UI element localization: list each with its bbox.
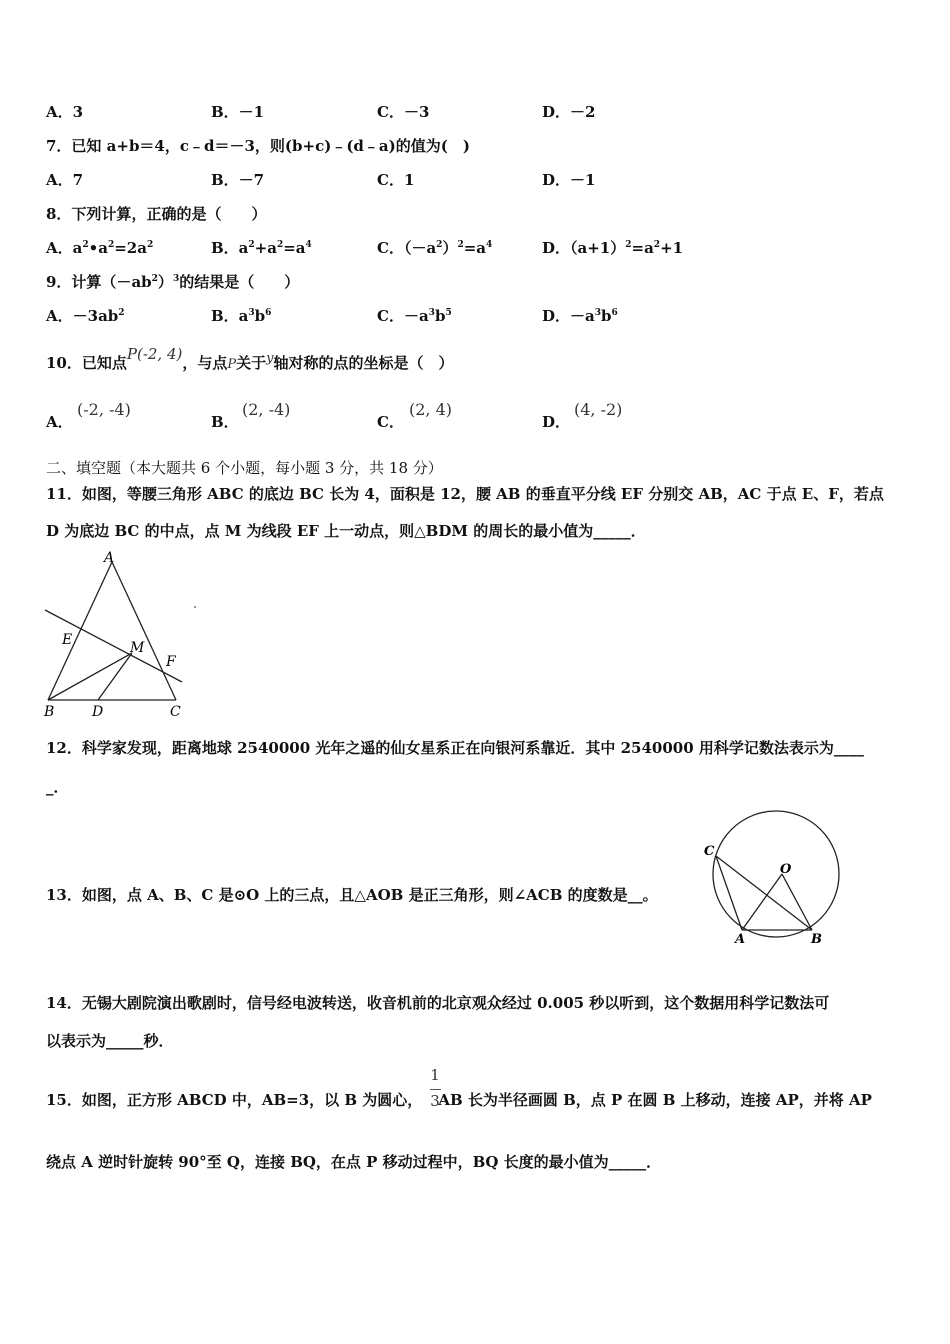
q11-label-b: B (44, 704, 55, 720)
q8-option-a: A．$a^2•a^2=2a^2$ (46, 239, 154, 257)
q14-line2: 以表示为_____秒． (46, 1032, 174, 1050)
q6-option-d: D．－2 (542, 103, 596, 121)
q9-option-d: D．$-a^3b^6$ (542, 307, 618, 325)
q7-option-d: D．－1 (542, 171, 596, 189)
q11-side-ac (112, 562, 176, 700)
q6-option-b: B．－1 (211, 103, 265, 121)
q10-point-p: P(-2, 4) (126, 345, 183, 363)
q8-option-d: D．$(a+1)^2=a^2+1$ (542, 239, 684, 257)
q11-segment-bm (48, 653, 132, 700)
q13-segment-cb (716, 856, 812, 930)
q10-option-d-label: D． (542, 413, 571, 431)
q10-stem: 10．已知点P(-2, 4)，与点P关于y轴对称的点的坐标是（ ） (46, 345, 454, 372)
q13-circle-o (713, 811, 839, 937)
q7-option-b: B．－7 (211, 171, 265, 189)
q13-text: 13．如图，点 A、B、C 是⊙O 上的三点，且△AOB 是正三角形，则∠ACB 的度数是__。 (46, 886, 658, 904)
q11-label-c: C (170, 704, 181, 720)
q10-option-d: (4, -2) (574, 400, 623, 419)
q6-option-a: A．3 (46, 103, 84, 121)
q13-segment-bo (782, 874, 812, 930)
q12-line1: 12．科学家发现，距离地球 2540000 光年之遥的仙女星系正在向银河系靠近．其中 2540000 用科学记数法表示为____ (46, 739, 864, 757)
q7-option-a: A．7 (46, 171, 84, 189)
q10-option-c-label: C． (377, 413, 404, 431)
q10-option-a-label: A． (46, 413, 73, 431)
q15-line1: 15．如图，正方形 ABCD 中，AB=3，以 B 为圆心， AB 长为半径画圆 B，点 P 在圆 B 上移动，连接 AP，并将 AP (46, 1091, 872, 1109)
q13-circle-figure (700, 808, 850, 948)
q11-label-e: E (62, 632, 73, 648)
q11-label-d: D (92, 704, 104, 720)
q11-triangle-figure (40, 550, 210, 722)
q12-line2: _． (46, 778, 69, 796)
q11-line1: 11．如图，等腰三角形 ABC 的底边 BC 长为 4，面积是 12，腰 AB 的垂直平分线 EF 分别交 AB，AC 于点 E、F，若点 (46, 485, 884, 503)
q9-stem: 9．计算$(-ab^2)^3$的结果是（ ） (46, 273, 300, 291)
q10-option-a: (-2, -4) (77, 400, 131, 419)
q11-label-f: F (166, 654, 176, 670)
q11-label-a: A (104, 550, 115, 566)
q9-option-a: A．$-3ab^2$ (46, 307, 125, 325)
q15-fraction-bar (430, 1089, 441, 1090)
q11-side-ab (48, 562, 112, 700)
q15-fraction-denominator: 3 (430, 1092, 440, 1110)
q14-line1: 14．无锡大剧院演出歌剧时，信号经电波转送，收音机前的北京观众经过 0.005 秒以听到，这个数据用科学记数法可 (46, 994, 830, 1012)
q11-label-m: M (130, 640, 145, 656)
q11-line2: D 为底边 BC 的中点，点 M 为线段 EF 上一动点，则△BDM 的周长的最小值为_____． (46, 522, 646, 540)
q15-fraction-numerator: 1 (430, 1066, 440, 1084)
q10-option-c: (2, 4) (409, 400, 453, 419)
q13-segment-ca (716, 856, 742, 930)
q15-line2: 绕点 A 逆时针旋转 90°至 Q，连接 BQ，在点 P 移动过程中，BQ 长度的最小值为_____． (46, 1153, 662, 1171)
q6-option-c: C．－3 (377, 103, 430, 121)
q7-stem: 7．已知 a+b＝4，c﹣d＝－3，则(b+c)﹣(d﹣a)的值为( ) (46, 137, 470, 155)
q13-label-a: A (735, 932, 746, 947)
q7-option-c: C．1 (377, 171, 415, 189)
q8-option-b: B．$a^2+a^2=a^4$ (211, 239, 312, 257)
q13-label-b: B (811, 932, 822, 947)
q10-option-b-label: B． (211, 413, 239, 431)
q13-label-c: C (704, 844, 715, 859)
q10-option-b: (2, -4) (242, 400, 291, 419)
q8-option-c: C．$(-a^2)^2=a^4$ (377, 239, 493, 257)
q11-segment-dm (98, 653, 132, 700)
q8-stem: 8．下列计算，正确的是（ ） (46, 205, 267, 223)
q9-option-c: C．$-a^3b^5$ (377, 307, 452, 325)
section-heading: 二、填空题（本大题共 6 个小题，每小题 3 分，共 18 分） (46, 459, 443, 477)
q13-label-o: O (780, 862, 792, 877)
q9-option-b: B．$a^3b^6$ (211, 307, 272, 325)
